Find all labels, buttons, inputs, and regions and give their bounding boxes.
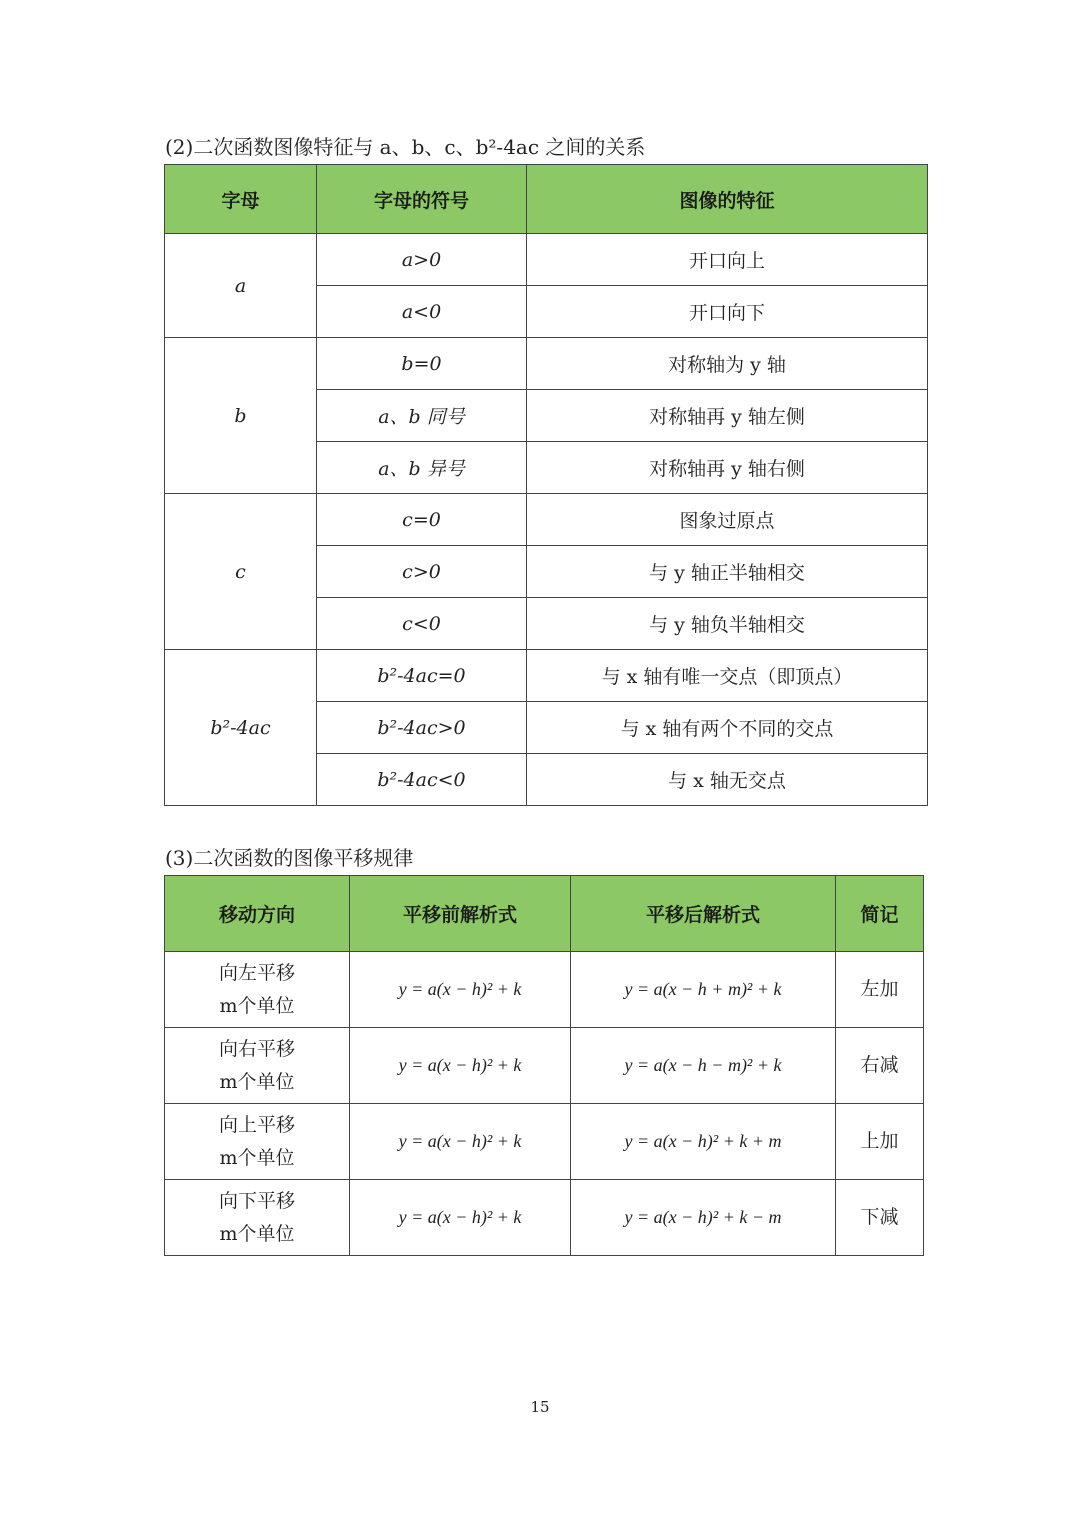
sign-cell: b²-4ac>0	[317, 702, 527, 754]
feature-cell: 与 x 轴无交点	[527, 754, 928, 806]
translation-rules-table	[164, 875, 924, 1256]
table-row	[165, 952, 924, 1028]
header-after: 平移后解析式	[571, 876, 836, 952]
sign-cell: c<0	[317, 598, 527, 650]
formula-after: y = a(x − h)² + k − m	[571, 1180, 836, 1256]
coefficient-features-table	[164, 164, 928, 806]
direction-text: 向左平移	[218, 961, 295, 984]
memo-cell: 右减	[836, 1028, 924, 1104]
table-row	[165, 1180, 924, 1256]
table-row	[165, 650, 928, 702]
header-feature: 图像的特征	[527, 165, 928, 234]
formula-after: y = a(x − h + m)² + k	[571, 952, 836, 1028]
section2-caption: (2)二次函数图像特征与 a、b、c、b²-4ac 之间的关系	[165, 135, 646, 159]
feature-cell: 与 x 轴有两个不同的交点	[527, 702, 928, 754]
letter-cell: c	[165, 494, 317, 650]
memo-cell: 左加	[836, 952, 924, 1028]
table-header-row	[165, 876, 924, 952]
feature-cell: 图象过原点	[527, 494, 928, 546]
feature-cell: 与 y 轴负半轴相交	[527, 598, 928, 650]
table-row	[165, 234, 928, 286]
section3-caption: (3)二次函数的图像平移规律	[165, 846, 414, 870]
formula-before: y = a(x − h)² + k	[350, 1028, 571, 1104]
formula-before: y = a(x − h)² + k	[350, 1180, 571, 1256]
header-direction: 移动方向	[165, 876, 350, 952]
units-text: m个单位	[219, 1146, 295, 1169]
formula-before: y = a(x − h)² + k	[350, 1104, 571, 1180]
formula-before: y = a(x − h)² + k	[350, 952, 571, 1028]
sign-cell: b²-4ac=0	[317, 650, 527, 702]
page-number: 15	[530, 1398, 550, 1416]
letter-cell: b²-4ac	[165, 650, 317, 806]
header-memo: 简记	[836, 876, 924, 952]
sign-cell: a、b 异号	[317, 442, 527, 494]
units-text: m个单位	[219, 1222, 295, 1245]
formula-after: y = a(x − h − m)² + k	[571, 1028, 836, 1104]
memo-cell: 下减	[836, 1180, 924, 1256]
feature-cell: 开口向下	[527, 286, 928, 338]
feature-cell: 与 x 轴有唯一交点（即顶点）	[527, 650, 928, 702]
direction-cell	[165, 1180, 350, 1256]
sign-cell: b=0	[317, 338, 527, 390]
feature-cell: 开口向上	[527, 234, 928, 286]
letter-cell: b	[165, 338, 317, 494]
table-row	[165, 1028, 924, 1104]
header-sign: 字母的符号	[317, 165, 527, 234]
sign-cell: b²-4ac<0	[317, 754, 527, 806]
sign-cell: c=0	[317, 494, 527, 546]
sign-cell: c>0	[317, 546, 527, 598]
direction-cell	[165, 1028, 350, 1104]
memo-cell: 上加	[836, 1104, 924, 1180]
direction-text: 向上平移	[218, 1113, 295, 1136]
table-header-row	[165, 165, 928, 234]
table-row	[165, 338, 928, 390]
direction-text: 向右平移	[218, 1037, 295, 1060]
table-row	[165, 1104, 924, 1180]
direction-cell	[165, 952, 350, 1028]
direction-cell	[165, 1104, 350, 1180]
feature-cell: 与 y 轴正半轴相交	[527, 546, 928, 598]
header-letter: 字母	[165, 165, 317, 234]
feature-cell: 对称轴再 y 轴左侧	[527, 390, 928, 442]
sign-cell: a<0	[317, 286, 527, 338]
direction-text: 向下平移	[218, 1189, 295, 1212]
sign-cell: a>0	[317, 234, 527, 286]
feature-cell: 对称轴为 y 轴	[527, 338, 928, 390]
header-before: 平移前解析式	[350, 876, 571, 952]
table-row	[165, 494, 928, 546]
units-text: m个单位	[219, 1070, 295, 1093]
feature-cell: 对称轴再 y 轴右侧	[527, 442, 928, 494]
letter-cell: a	[165, 234, 317, 338]
sign-cell: a、b 同号	[317, 390, 527, 442]
units-text: m个单位	[219, 994, 295, 1017]
formula-after: y = a(x − h)² + k + m	[571, 1104, 836, 1180]
